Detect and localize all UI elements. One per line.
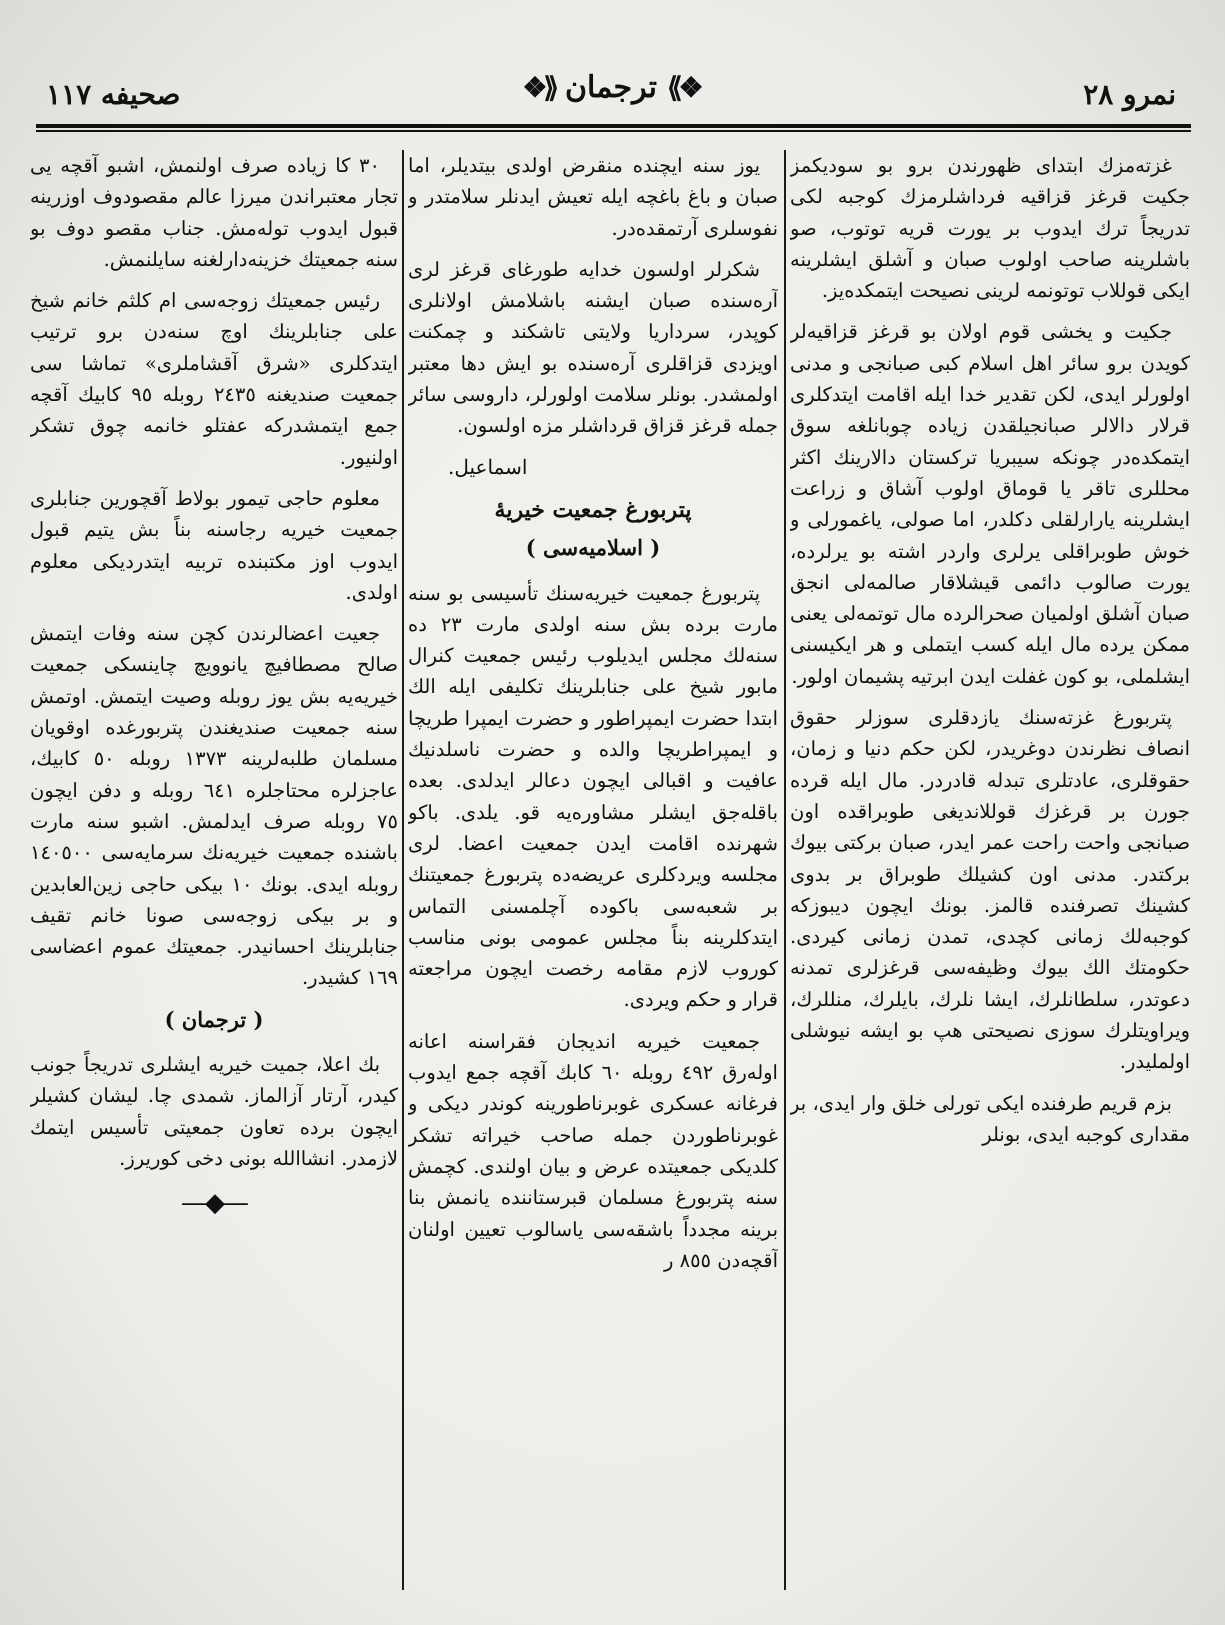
paragraph: پتربورغ جمعيت خيريه‌سنك تأسيسى بو سنه مارت برده بش سنه اولدى مارت ٢٣ ده سنه‌لك مجلس ايديلوب رئيس جمعيت كنرال مابور شيخ على جنابلرينك تكليفى ايله الك ابتدا حضرت ايمپراطور و حضرت ايمپرا طريچا و ايمپراطريچا والده و حضرت ناسلدنيك عافيت و اقبالى ايچون دعالر ايدلدى. بعده باقله‌جق ايشلر مشاوره‌يه قو. يلدى. باكو شهرنده اقامت ايدن جمعيت اعضا. لرى مجلسه ويردكلرى عريضه‌ده پتربورغ جمعيتنك بر شعبه‌سى باكوده آچلمسنى التماس ايتدكلرينه بناً مجلس عمومى بونى مناسب كوروب لازم مقامه رخصت ايچون مراجعته قرار و حكم ويردى. <box>408 581 778 1012</box>
column-divider-right <box>784 150 786 1590</box>
paragraph: معلوم حاجى تيمور بولاط آقچورين جنابلرى جمعيت خيريه رجاسنه بناً بش يتيم قبول ايدوب اوز مكتبنده تربيه ايتدرديكى معلوم اولدى. <box>30 486 398 604</box>
header-rule-thin <box>36 130 1191 132</box>
ornament-left-icon: ⟪❖ <box>522 71 556 104</box>
column-middle <box>408 150 778 1610</box>
paragraph: بزم قريم طرفنده ايكى تورلى خلق وار ايدى، بر مقدارى كوجبه ايدى، بونلر <box>790 1091 1190 1146</box>
column-right <box>790 150 1190 1610</box>
page-number: صحيفه ١١٧ <box>46 78 181 111</box>
section-heading <box>408 495 778 526</box>
paragraph: ٣٠ كا زياده صرف اولنمش، اشبو آقچه يى تجار معتبراندن ميرزا عالم مقصودوف اوزرينه قبول ايدوب توله‌مش. جناب مقصو دوف بو سنه جمعيتك خزينه‌دارلغنه سايلنمش. <box>30 154 398 271</box>
editor-signature: ( ترجمان ) <box>164 1006 264 1032</box>
header-rule <box>36 124 1191 128</box>
paragraph: شكرلر اولسون خدايه طورغاى قرغز لرى آره‌سنده صبان ايشنه باشلامش اولانلرى كوپدر، سرداريا ولايتى تاشكند و چمكنت اويزدى قزاقلرى آره‌سنده بو ايش دها معتبر اولمشدر. بونلر سلامت اولورلر، داروسى سائر جمله قرغز قزاق قرداشلر مزه اولسون. <box>408 257 778 438</box>
masthead <box>522 70 699 105</box>
ornament-right-icon: ❖⟫ <box>666 71 700 104</box>
paragraph: پتربورغ غزته‌سنك يازدقلرى سوزلر حقوق انصاف نظرندن دوغريدر، لكن حكم دنيا و زمان، حقوقلرى، عادتلرى تبدله قادردر. مال ايله قرده جورن بر قرغزك قوللانديغى طوبراقده اون صبانجى واحت راحت عمر ايدر، صبان بركتى بيوك بركتدر. مدنى اون كشيلك طوبراق بر بدوى كشينك تصرفنده قالمز. بونك ايچون ديبوزكه كوجبه‌لك زمانى كچدى، تمدن زمانى كيردى. حكومتك الك بيوك وظيفه‌سى قرغزلرى تمدنه دعوتدر، سلطانلرك، ايشا نلرك، بايلرك، منللرك، ويراويتلرك سوزى نصيحتى هپ بو ايشه نيوشلى اولمليدر. <box>790 706 1190 1074</box>
article-signature: اسماعيل. <box>448 454 528 479</box>
paragraph: رئيس جمعيتك زوجه‌سى ام كلثم خانم شيخ على جنابلرينك اوچ سنه‌دن برو ترتيب ايتدكلرى «شرق آقشاملرى» تماشا سى جمعيت صنديغنه ٢٤٣٥ روبله ٩٥ كابيك آقچه جمع ايتمشدركه عفتلو خانمه چوق تشكر اولنيور. <box>30 289 398 469</box>
column-left <box>30 150 398 1610</box>
paragraph: جكيت و يخشى قوم اولان بو قرغز قزاقيه‌لر كويدن برو سائر اهل اسلام كبى صبانجى و مدنى اولورلر ايدى، لكن تقدير خدا ايله اقامت ايتدكلرى قرلار دالالر صبانجيلقدن زياده چوبانلغه سوق ايتمكده‌در چونكه سيبريا تركستان دالارينك اكثر محللرى تاقر يا قوماق اولوب آشاق و زراعت ايشلرينه يارارلقلى دكلدر، اما صولى، ياغمورلى و خوش طوبراقلى يرلرى واردر اشته بو يرلرده، يورت صالوب دائمى قيشلاقار صالمه‌لى انجق صبان آشلق اولميان صحرالرده مال توتمه‌لى يعنى ممكن يرده مال ايله كسب ايتملى و هر ايكيسنى ايشلملى، بو كون غفلت ايدن ابرتيه پشيمان اولور. <box>790 320 1190 688</box>
page-header <box>36 70 1186 126</box>
paragraph: جعيت اعضالرندن كچن سنه وفات ايتمش صالح مصطافيچ يانوويچ چاينسكى جمعيت خيريه‌يه بش يوز روبله وصيت ايتمش. اوتمش سنه جمعيت صنديغندن پتربورغده اوقويان مسلمان طلبه‌لرينه ١٣٧٣ روبله ٥٠ كابيك، عاجزلره محتاجلره ٦٤١ روبله و دفن ايچون ٧٥ روبله صرف ايدلمش. اشبو سنه مارت باشنده جمعيت خيريه‌نك سرمايه‌سى ١٤٠٥٠٠ روبله ايدى. بونك ١٠ بيكى حاجى زين‌العابدين و بر بيكى زوجه‌سى صونا خانم تقيف جنابلرينك احسانيدر. جمعيتك عموم اعضاسى ١٦٩ كشيدر. <box>30 622 398 990</box>
paragraph: يوز سنه ايچنده منقرض اولدى بيتديلر، اما صبان و باغ باغچه ايله تعيش ايدنلر سلامتدر و نفوسلرى آرتمقده‌در. <box>408 154 778 240</box>
paragraph: غزته‌مزك ابتداى ظهورندن برو بو سوديكمز جكيت قرغز قزاقيه فرداشلرمزك كوجبه لكى تدريجاً ترك ايدوب بر يورت قريه توتوب، صو باشلرينه صاحب اولوب صبان و آشلق ايشلرينه ايكى قوللاب توتونمه لرينى نصيحت ايتمكده‌يز. <box>790 154 1190 303</box>
paragraph: بك اعلا، جميت خيريه ايشلرى تدريجاً جونب كيدر، آرتار آزالماز. شمدى چا. ليشان كشيلر ايچون برده تعاون جمعيتى تأسيس ايتمك لازمدر. انشاالله بونى دخى كوريرز. <box>30 1053 398 1170</box>
section-title-text: پتربورغ جمعيت خيريهٔ <box>494 496 692 523</box>
newspaper-title: ترجمان <box>565 70 657 105</box>
end-ornament-icon: —◆— <box>181 1188 247 1219</box>
column-divider-left <box>402 150 404 1590</box>
paragraph: جمعيت خيريه اندیجان فقراسنه اعانه اوله‌رق ٤٩٢ روبله ٦٠ كابك آقچه جمع ايدوب فرغانه عسكرى غوبرناطورينه كوندر ديكى و غوبرناطوردن جمله صاحب خيراته تشكر كلديكى جمعيتده عرض و بيان اولندى. كچمش سنه پتربورغ مسلمان قبرستاننده يانمش بنا برينه مجدداً باشقه‌سى ياسالوب تعيين اولنان آقچه‌دن ٨٥٥ ر <box>408 1029 778 1272</box>
section-subheading: ( اسلاميه‌سى ) <box>525 535 661 561</box>
issue-number: نمرو ٢٨ <box>1083 78 1176 111</box>
